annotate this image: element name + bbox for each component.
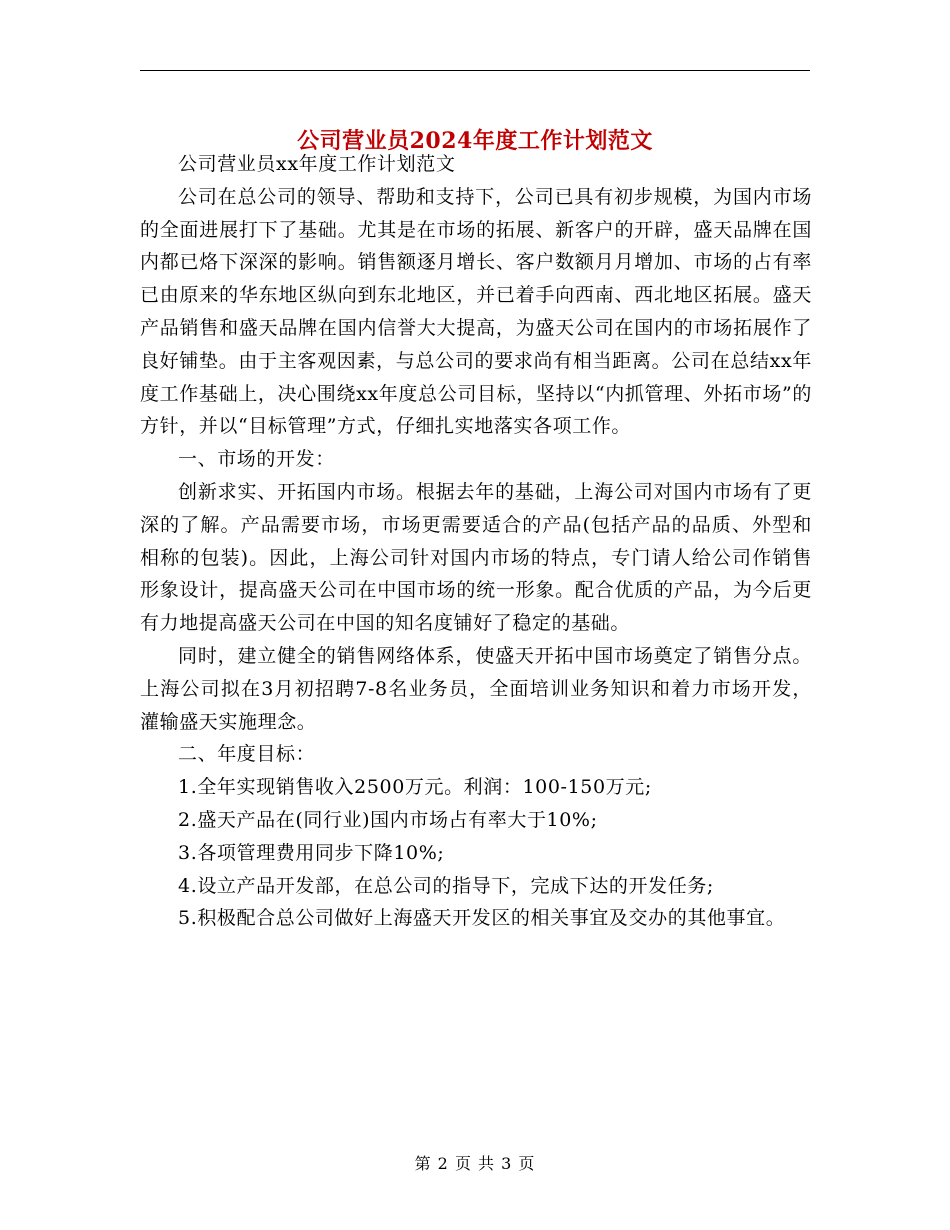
document-title: 公司营业员2024年度工作计划范文 <box>297 127 653 154</box>
goal-item: 3.各项管理费用同步下降10%; <box>178 841 445 864</box>
goal-item: 4.设立产品开发部，在总公司的指导下，完成下达的开发任务; <box>178 874 714 897</box>
document-body <box>140 148 812 935</box>
goal-item: 5.积极配合总公司做好上海盛天开发区的相关事宜及交办的其他事宜。 <box>178 907 786 930</box>
goal-item: 1.全年实现销售收入2500万元。利润：100-150万元; <box>178 776 652 799</box>
paragraph-subtitle: 公司营业员xx年度工作计划范文 <box>178 153 456 175</box>
paragraph-intro: 公司在总公司的领导、帮助和支持下，公司已具有初步规模，为国内市场的全面进展打下了基础。尤其是在市场的拓展、新客户的开辟，盛天品牌在国内都已烙下深深的影响。销售额逐月增长、客户数额月月增加、市场的占有率已由原来的华东地区纵向到东北地区，并已着手向西南、西北地区拓展。盛天产品销售和盛天品牌在国内信誉大大提高，为盛天公司在国内的市场拓展作了良好铺垫。由于主客观因素，与总公司的要求尚有相当距离。公司在总结xx年度工作基础上，决心围绕xx年度总公司目标，坚持以“内抓管理、外拓市场”的方针，并以“目标管理”方式，仔细扎实地落实各项工作。 <box>140 185 812 438</box>
page-number-footer: 第 2 页 共 3 页 <box>414 1154 536 1173</box>
paragraph-sales-network: 同时，建立健全的销售网络体系，使盛天开拓中国市场奠定了销售分点。上海公司拟在3月初招聘7-8名业务员，全面培训业务知识和着力市场开发，灌输盛天实施理念。 <box>140 644 812 733</box>
paragraph-market-development: 创新求实、开拓国内市场。根据去年的基础，上海公司对国内市场有了更深的了解。产品需要市场，市场更需要适合的产品(包括产品的品质、外型和相称的包装)。因此，上海公司针对国内市场的特点，专门请人给公司作销售形象设计，提高盛天公司在中国市场的统一形象。配合优质的产品，为今后更有力地提高盛天公司在中国的知名度铺好了稳定的基础。 <box>140 480 812 635</box>
section-heading-market: 一、市场的开发： <box>178 448 335 471</box>
section-heading-goals: 二、年度目标： <box>178 743 316 766</box>
goal-item: 2.盛天产品在(同行业)国内市场占有率大于10%; <box>178 808 598 831</box>
header-rule <box>140 70 810 71</box>
